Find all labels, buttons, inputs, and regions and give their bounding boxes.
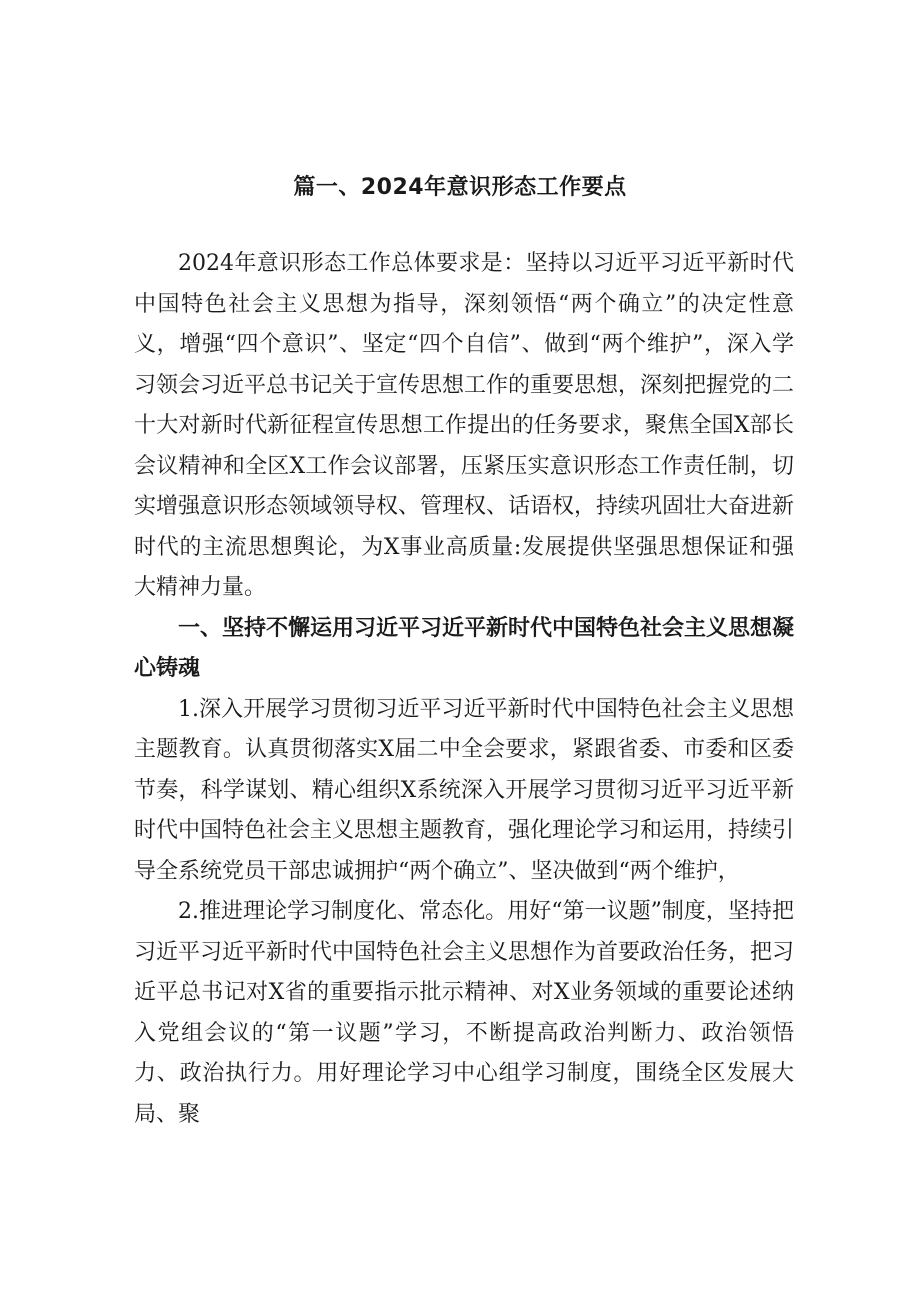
document-title: 篇一、2024年意识形态工作要点 — [293, 175, 627, 200]
paragraph-item-1: 1.深入开展学习贯彻习近平习近平新时代中国特色社会主义思想主题教育。认真贯彻落实X届二中全会要求，紧跟省委、市委和区委节奏，科学谋划、精心组织X系统深入开展学习贯彻习近平习近平新时代中国特色社会主义思想主题教育，强化理论学习和运用，持续引导全系统党员干部忠诚拥护“两个确立”、坚决做到“两个维护， — [134, 696, 795, 884]
document-body — [134, 244, 794, 1135]
paragraph-item-2: 2.推进理论学习制度化、常态化。用好“第一议题”制度，坚持把习近平习近平新时代中国特色社会主义思想作为首要政治任务，把习近平总书记对X省的重要指示批示精神、对X业务领域的重要论述纳入党组会议的“第一议题”学习，不断提高政治判断力、政治领悟力、政治执行力。用好理论学习中心组学习制度，围绕全区发展大局、聚 — [134, 899, 795, 1127]
section-heading-1: 一、坚持不懈运用习近平习近平新时代中国特色社会主义思想凝心铸魂 — [134, 615, 795, 681]
paragraph-overall-requirements: 2024年意识形态工作总体要求是：坚持以习近平习近平新时代中国特色社会主义思想为指导，深刻领悟“两个确立”的决定性意义，增强“四个意识”、坚定“四个自信”、做到“两个维护”，深入学习领会习近平总书记关于宣传思想工作的重要思想，深刻把握党的二十大对新时代新征程宣传思想工作提出的任务要求，聚焦全国X部长会议精神和全区X工作会议部署，压紧压实意识形态工作责任制，切实增强意识形态领域领导权、管理权、话语权，持续巩固壮大奋进新时代的主流思想舆论，为X事业高质量:发展提供坚强思想保证和强大精神力量。 — [134, 251, 795, 600]
